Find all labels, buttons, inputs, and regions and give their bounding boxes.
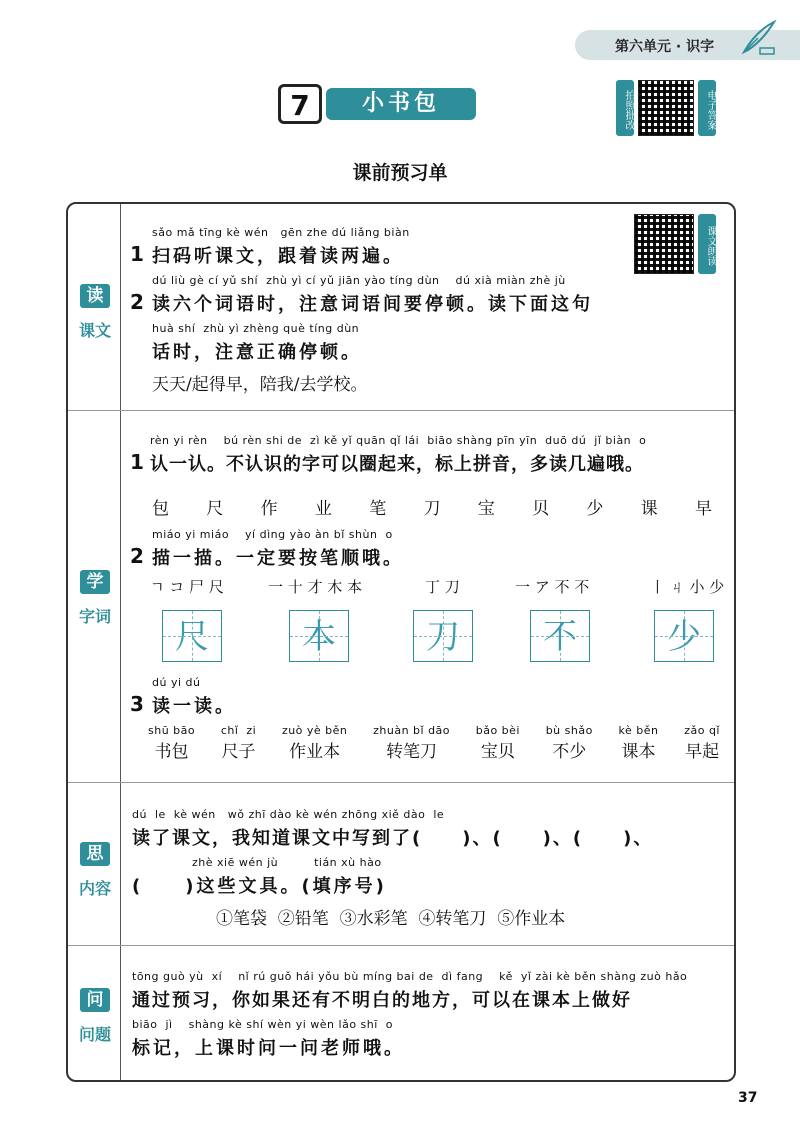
label-learn: 字词 <box>78 607 111 626</box>
item-number: 1 <box>130 450 144 474</box>
char-item: 笔 <box>369 499 387 519</box>
qr-code-answers[interactable] <box>616 80 720 138</box>
badge-ask: 问 <box>80 988 110 1012</box>
label-ask: 问题 <box>78 1025 111 1044</box>
char-item: 贝 <box>532 499 550 519</box>
row-divider <box>68 945 734 946</box>
word-pinyin: shū bāo <box>148 724 196 737</box>
item-number: 2 <box>130 290 144 314</box>
qr-code-icon <box>634 214 694 274</box>
word-item <box>546 724 593 762</box>
page-number: 37 <box>738 1090 758 1106</box>
instruction-text: 描一描。一定要按笔顺哦。 <box>152 548 404 569</box>
word-pinyin: zǎo qǐ <box>684 724 720 737</box>
char-item: 刀 <box>423 499 441 519</box>
item-number: 2 <box>130 544 144 568</box>
word-text: 不少 <box>552 742 587 762</box>
word-text: 作业本 <box>289 742 341 762</box>
label-read: 课文 <box>78 321 111 340</box>
word-item <box>619 724 659 762</box>
pinyin-line: zhè xiē wén jù tián xù hào <box>192 856 382 869</box>
stroke-order: 丁 刀 <box>425 578 460 596</box>
word-text: 课本 <box>621 742 656 762</box>
tracing-char: 本 <box>302 617 336 657</box>
qr-code-icon <box>638 80 694 136</box>
tracing-grid[interactable] <box>654 610 714 662</box>
instruction-text: 标记，上课时问一问老师哦。 <box>132 1038 405 1059</box>
instruction-text: 认一认。不认识的字可以圈起来，标上拼音，多读几遍哦。 <box>150 454 644 475</box>
pinyin-line: rèn yi rèn bú rèn shi de zì kě yǐ quān qǐ lái biāo shàng pīn yīn duō dú jǐ biàn o <box>150 434 647 447</box>
tracing-char: 不 <box>543 617 577 657</box>
word-text: 转笔刀 <box>386 742 438 762</box>
qr-left-label: 拍照批改 <box>616 80 634 136</box>
qr-right-label: 电子答案 <box>698 80 716 136</box>
char-item: 包 <box>152 499 169 519</box>
example-sentence: 天天/起得早，陪我/去学校。 <box>152 375 368 395</box>
instruction-text: 话时，注意正确停顿。 <box>152 342 362 363</box>
word-list <box>148 724 720 762</box>
pinyin-line: huà shí zhù yì zhèng què tíng dùn <box>152 322 360 335</box>
word-pinyin: chǐ zi <box>220 724 257 737</box>
pinyin-line: dú le kè wén wǒ zhī dào kè wén zhōng xiě dào le <box>132 808 445 821</box>
stroke-order: ㄱ コ 尸 尺 <box>150 578 224 596</box>
char-item: 早 <box>694 499 712 519</box>
pinyin-line: tōng guò yù xí nǐ rú guǒ hái yǒu bù míng bai de dì fang kě yǐ zài kè běn shàng zuò hǎo <box>132 970 688 983</box>
stroke-order: 丨 ㄐ 小 少 <box>650 578 725 596</box>
pinyin-line: miáo yi miáo yí dìng yào àn bǐ shùn o <box>152 528 393 541</box>
section-think-label <box>70 842 120 899</box>
answer-options: ①笔袋 ②铅笔 ③水彩笔 ④转笔刀 ⑤作业本 <box>216 909 566 929</box>
word-text: 尺子 <box>221 742 256 762</box>
tracing-char: 刀 <box>426 617 460 657</box>
instruction-text: 读六个词语时，注意词语间要停顿。读下面这句 <box>152 294 593 315</box>
badge-learn: 学 <box>80 570 110 594</box>
stroke-order: 一 ア 不 不 <box>515 578 590 596</box>
char-item: 课 <box>640 499 658 519</box>
tracing-char: 尺 <box>175 617 209 657</box>
word-item <box>476 724 520 762</box>
word-item <box>221 724 256 762</box>
word-pinyin: zuò yè běn <box>281 724 348 737</box>
word-item <box>373 724 450 762</box>
item-number: 1 <box>130 242 144 266</box>
section-read-label <box>70 284 120 341</box>
char-item: 业 <box>314 499 332 519</box>
badge-think: 思 <box>80 842 110 866</box>
tracing-grid[interactable] <box>530 610 590 662</box>
tracing-grid[interactable] <box>162 610 222 662</box>
row-divider <box>68 782 734 783</box>
word-text: 早起 <box>685 742 720 762</box>
char-item: 尺 <box>206 499 224 519</box>
char-item: 少 <box>586 499 604 519</box>
pinyin-line: sǎo mǎ tīng kè wén gēn zhe dú liǎng biàn <box>152 226 410 239</box>
tracing-grid[interactable] <box>289 610 349 662</box>
tracing-grid[interactable] <box>413 610 473 662</box>
char-item: 作 <box>260 499 278 519</box>
column-divider <box>120 204 121 1080</box>
feather-pen-icon <box>738 18 778 58</box>
lesson-number: 7 <box>278 84 322 124</box>
row-divider <box>68 410 734 411</box>
badge-read: 读 <box>80 284 110 308</box>
instruction-text: 通过预习，你如果还有不明白的地方，可以在课本上做好 <box>132 990 632 1011</box>
qr-code-reading[interactable] <box>634 214 722 274</box>
item-number: 3 <box>130 692 144 716</box>
word-pinyin: kè běn <box>618 724 659 737</box>
word-text: 书包 <box>154 742 189 762</box>
question-text: 读了课文，我知道课文中写到了( )、( )、( )、 <box>132 828 654 849</box>
tracing-char: 少 <box>667 617 701 657</box>
word-pinyin: zhuàn bǐ dāo <box>373 724 451 737</box>
char-item: 宝 <box>477 499 495 519</box>
qr-reading-label: 课文朗读 <box>698 214 716 274</box>
section-ask-label <box>70 988 120 1045</box>
lesson-title: 小书包 <box>326 88 476 120</box>
instruction-text: 扫码听课文，跟着读两遍。 <box>152 246 404 267</box>
question-text: ( )这些文具。(填序号) <box>132 876 387 897</box>
char-list <box>152 494 712 519</box>
pinyin-line: biāo jì shàng kè shí wèn yi wèn lǎo shī o <box>132 1018 394 1031</box>
unit-title: 第六单元 · 识字 <box>615 39 715 55</box>
pinyin-line: dú liù gè cí yǔ shí zhù yì cí yǔ jiān yào tíng dùn dú xià miàn zhè jù <box>152 274 566 287</box>
word-text: 宝贝 <box>480 742 515 762</box>
word-pinyin: bǎo bèi <box>475 724 520 737</box>
section-learn-label <box>70 570 120 627</box>
word-item <box>148 724 195 762</box>
stroke-order: 一 十 才 木 本 <box>268 578 363 596</box>
word-item <box>684 724 720 762</box>
label-think: 内容 <box>78 879 111 898</box>
pinyin-line: dú yi dú <box>152 676 201 689</box>
word-item <box>282 724 347 762</box>
instruction-text: 读一读。 <box>152 696 236 717</box>
word-pinyin: bù shǎo <box>545 724 593 737</box>
sheet-title: 课前预习单 <box>352 162 448 184</box>
